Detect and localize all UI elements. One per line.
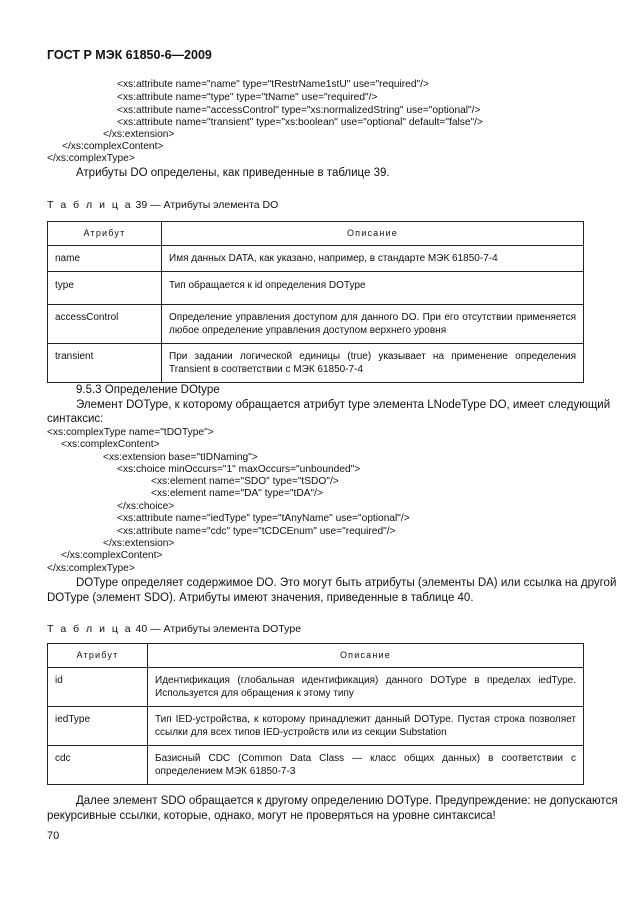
cell-attribute: id [48,668,148,707]
table-caption-text: 40 — Атрибуты элемента DOType [135,623,302,635]
table-40 [47,643,584,785]
cell-description: При задании логической единицы (true) указывает на применение определения Transient в соответствии с МЭК 61850-7-4 [162,344,584,383]
cell-description: Имя данных DATA, как указано, например, в стандарте МЭК 61850-7-4 [162,246,584,272]
code-line: <xs:attribute name="accessControl" type="xs:normalizedString" use="optional"/> [117,105,481,116]
paragraph-4-line-1: Далее элемент SDO обращается к другому определению DOType. Предупреждение: не допускаются [76,795,618,807]
cell-attribute: cdc [48,746,148,785]
code-line: <xs:attribute name="name" type="tRestrName1stU" use="required"/> [117,79,429,90]
table-caption-label: Т а б л и ц а [47,199,133,211]
document-header: ГОСТ Р МЭК 61850-6—2009 [47,48,212,62]
cell-description: Идентификация (глобальная идентификация) данного DOType в пределах iedType. Используется для обращения к этому типу [148,668,584,707]
cell-description: Тип обращается к id определения DOType [162,272,584,305]
table-row [48,246,584,272]
cell-attribute: name [48,246,162,272]
column-header-attribute: Атрибут [48,222,162,246]
code-line: </xs:complexType> [47,563,135,574]
table-40-caption [47,623,301,635]
column-header-description: Описание [148,644,584,668]
code-line: <xs:extension base="tIDNaming"> [103,452,258,463]
cell-description: Базисный CDC (Common Data Class — класс общих данных) в соответствии с определением МЭК 61850-7-3 [148,746,584,785]
page-number: 70 [47,830,60,842]
cell-attribute: iedType [48,707,148,746]
code-line: <xs:attribute name="transient" type="xs:boolean" use="optional" default="false"/> [117,117,483,128]
table-caption-label: Т а б л и ц а [47,623,133,635]
code-line: <xs:attribute name="iedType" type="tAnyName" use="optional"/> [117,513,410,524]
paragraph-2-line-1: Элемент DOType, к которому обращается атрибут type элемента LNodeType DO, имеет следующий [76,399,611,411]
cell-attribute: accessControl [48,305,162,344]
code-line: <xs:attribute name="cdc" type="tCDCEnum" use="required"/> [117,526,396,537]
paragraph-3-line-2: DOType (элемент SDO). Атрибуты имеют значения, приведенные в таблице 40. [47,592,474,604]
paragraph-3-line-1: DOType определяет содержимое DO. Это могут быть атрибуты (элементы DA) или ссылка на другой [76,577,617,589]
column-header-description: Описание [162,222,584,246]
paragraph-2-line-2: синтаксис: [47,413,104,425]
paragraph-1: Атрибуты DO определены, как приведенные в таблице 39. [76,167,390,179]
table-row [48,746,584,785]
code-line: </xs:complexType> [47,153,135,164]
section-heading: 9.5.3 Определение DOtype [76,384,220,396]
table-39 [47,221,584,383]
code-line: <xs:element name="DA" type="tDA"/> [151,488,323,499]
column-header-attribute: Атрибут [48,644,148,668]
code-line: <xs:attribute name="type" type="tName" use="required"/> [117,92,378,103]
code-line: <xs:complexType name="tDOType"> [47,427,214,438]
code-line: </xs:extension> [103,538,175,549]
table-39-caption [47,199,278,211]
code-line: </xs:complexContent> [62,141,164,152]
table-row [48,668,584,707]
code-line: <xs:choice minOccurs="1" maxOccurs="unbounded"> [117,464,361,475]
table-row [48,707,584,746]
cell-description: Тип IED-устройства, к которому принадлежит данный DOType. Пустая строка позволяет ссылки для всех типов IED-устройств или из секции Substation [148,707,584,746]
cell-description: Определение управления доступом для данного DO. При его отсутствии применяется любое определение управления доступом верхнего уровня [162,305,584,344]
paragraph-4-line-2: рекурсивные ссылки, которые, однако, могут не проверяться на уровне синтаксиса! [47,810,496,822]
code-line: </xs:complexContent> [61,550,163,561]
table-row [48,344,584,383]
table-caption-text: 39 — Атрибуты элемента DO [135,199,279,211]
code-line: </xs:extension> [103,129,175,140]
table-row [48,305,584,344]
code-line: </xs:choice> [117,501,175,512]
code-line: <xs:complexContent> [61,439,160,450]
cell-attribute: transient [48,344,162,383]
code-line: <xs:element name="SDO" type="tSDO"/> [151,476,339,487]
table-row [48,272,584,305]
cell-attribute: type [48,272,162,305]
